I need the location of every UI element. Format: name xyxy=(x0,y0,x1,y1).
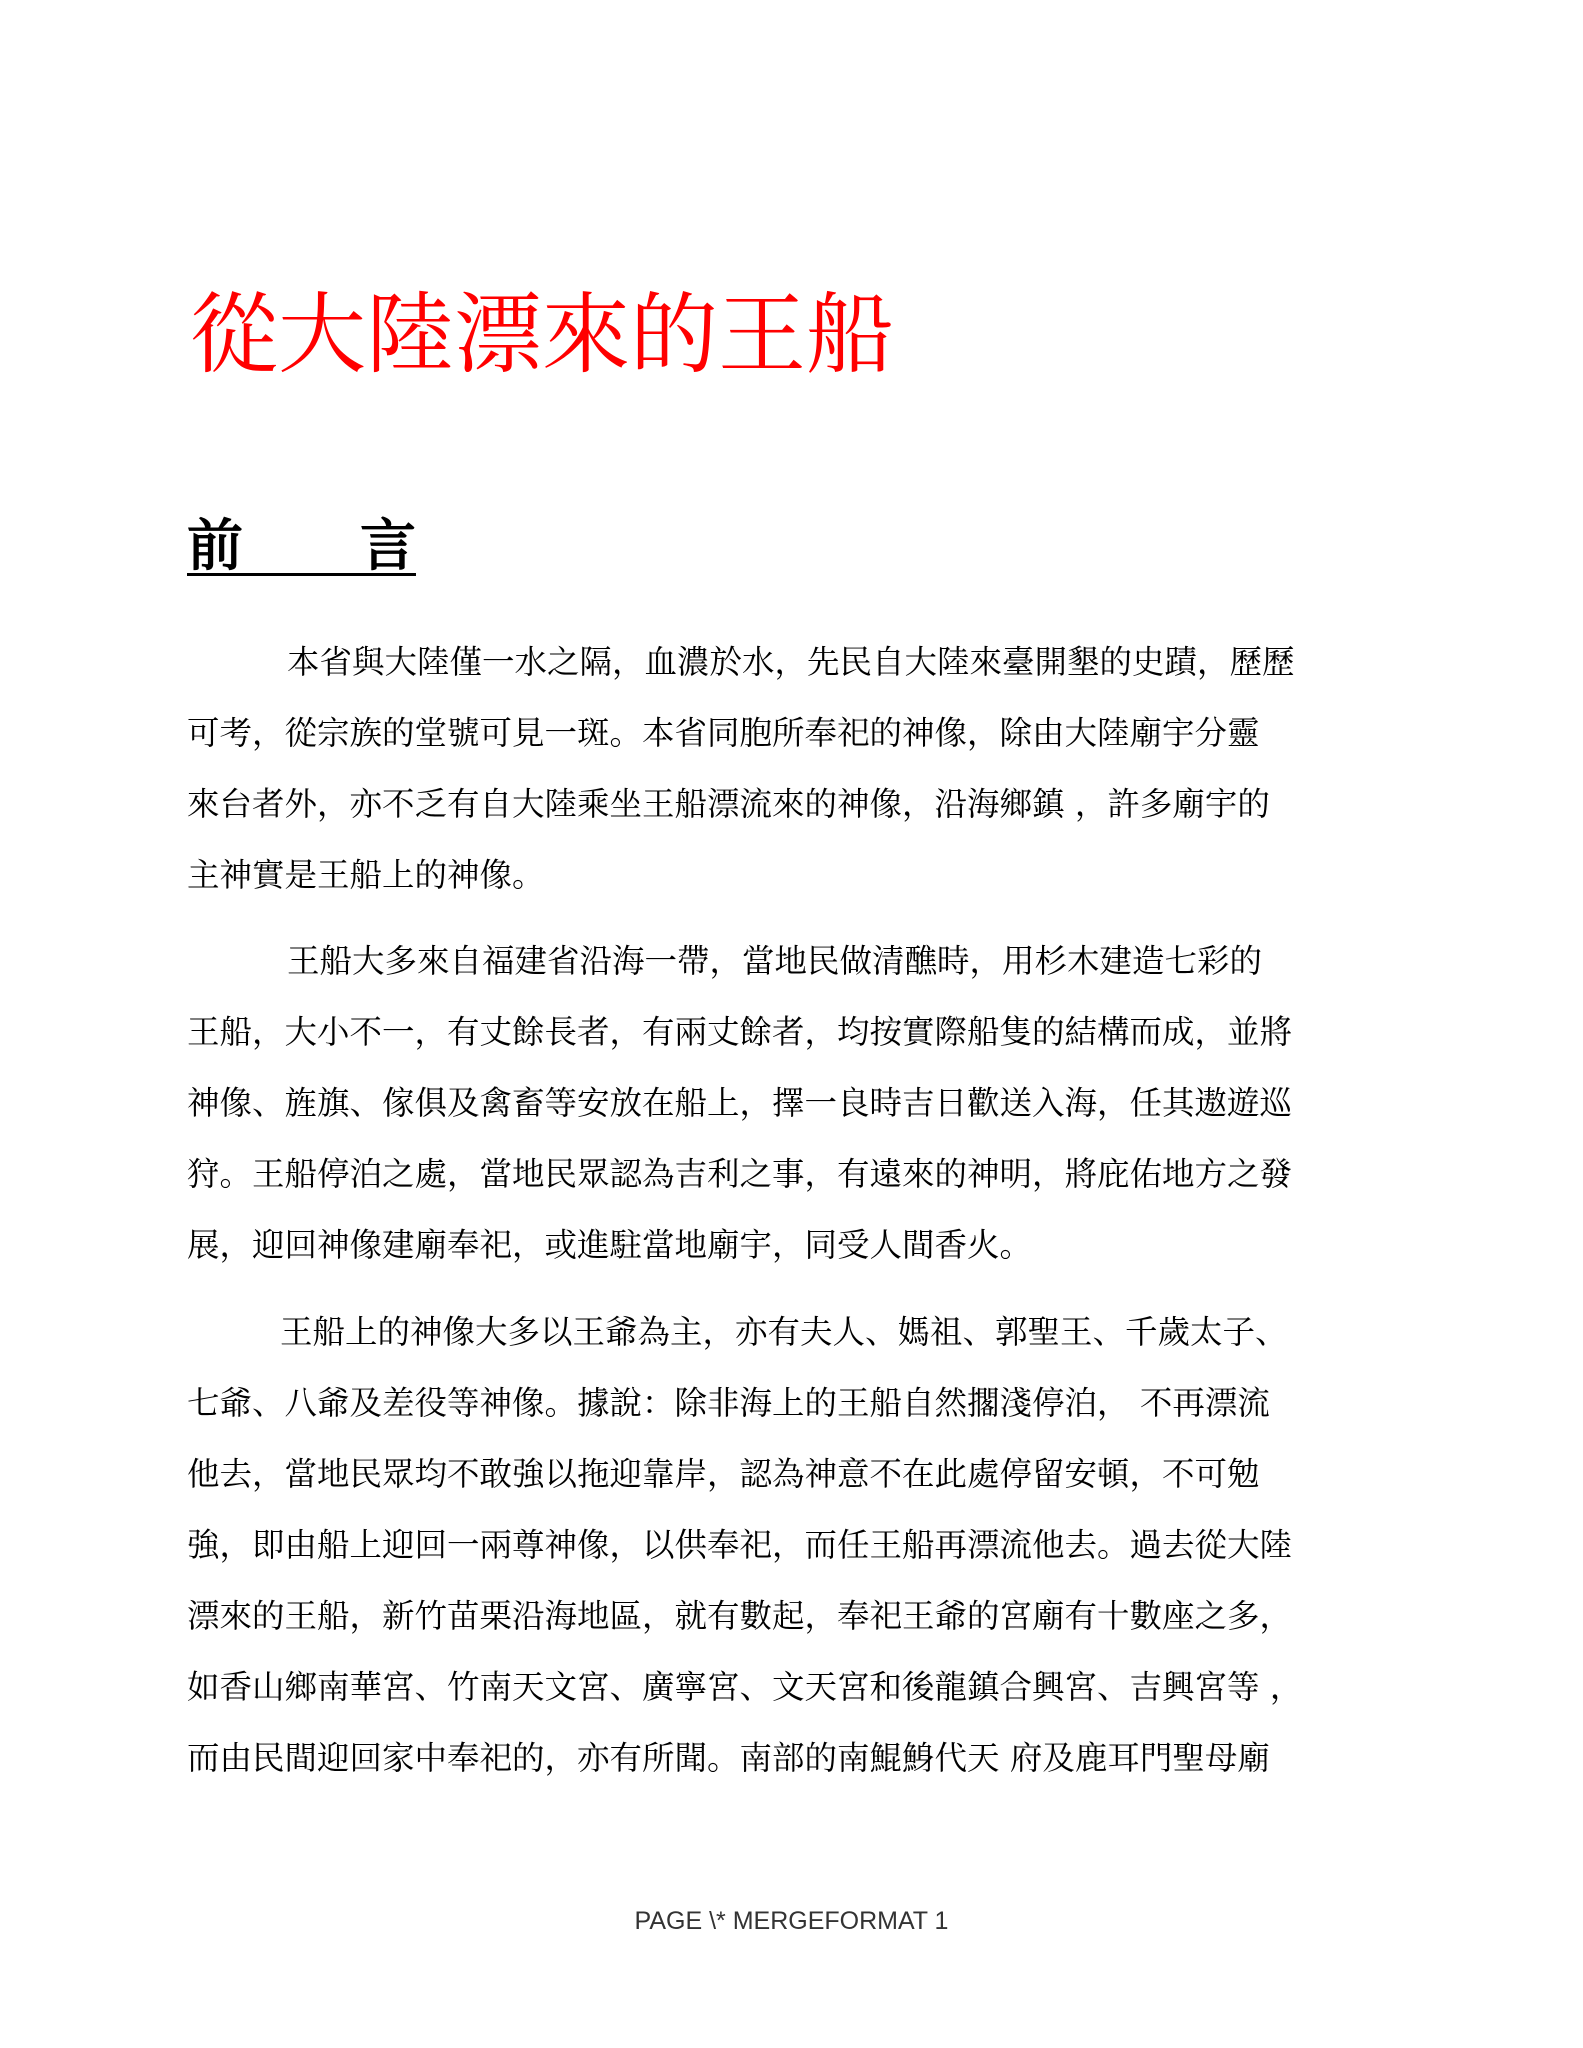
paragraph-line: 強，即由船上迎回一兩尊神像，以供奉祀，而任王船再漂流他去。過去從大陸 xyxy=(187,1526,1293,1564)
paragraph-line: 展，迎回神像建廟奉祀，或進駐當地廟宇，同受人間香火。 xyxy=(187,1226,1033,1264)
paragraph-line: 本省與大陸僅一水之隔，血濃於水，先民自大陸來臺開墾的史蹟，歷歷 xyxy=(287,643,1295,681)
page-footer: PAGE \* MERGEFORMAT 1 xyxy=(634,1907,949,1935)
paragraph-line: 主神實是王船上的神像。 xyxy=(187,856,545,894)
paragraph-line: 神像、旌旗、傢俱及禽畜等安放在船上，擇一良時吉日歡送入海，任其遨遊巡 xyxy=(187,1084,1293,1122)
paragraph-line: 七爺、八爺及差役等神像。據說：除非海上的王船自然擱淺停泊， 不再漂流 xyxy=(187,1384,1270,1422)
paragraph-line: 來台者外，亦不乏有自大陸乘坐王船漂流來的神像，沿海鄉鎮 ，許多廟宇的 xyxy=(187,785,1270,823)
paragraph-line: 如香山鄉南華宮、竹南天文宮、廣寧宮、文天宮和後龍鎮合興宮、吉興宮等 ， xyxy=(187,1668,1303,1706)
document-title: 從大陸漂來的王船 xyxy=(190,283,895,386)
section-heading-preface: 前 言 xyxy=(187,514,416,579)
paragraph-line: 王船大多來自福建省沿海一帶，當地民做清醮時，用杉木建造七彩的 xyxy=(287,942,1263,980)
paragraph-line: 可考，從宗族的堂號可見一斑。本省同胞所奉祀的神像，除由大陸廟宇分靈 xyxy=(187,714,1260,752)
paragraph-line: 他去，當地民眾均不敢強以拖迎靠岸，認為神意不在此處停留安頓，不可勉 xyxy=(187,1455,1260,1493)
paragraph-line: 漂來的王船，新竹苗栗沿海地區，就有數起，奉祀王爺的宮廟有十數座之多， xyxy=(187,1597,1293,1635)
paragraph-line: 王船，大小不一，有丈餘長者，有兩丈餘者，均按實際船隻的結構而成，並將 xyxy=(187,1013,1293,1051)
paragraph-line: 狩。王船停泊之處，當地民眾認為吉利之事，有遠來的神明，將庇佑地方之發 xyxy=(187,1155,1293,1193)
paragraph-line: 而由民間迎回家中奉祀的，亦有所聞。南部的南鯤鯓代天 府及鹿耳門聖母廟 xyxy=(187,1739,1270,1777)
paragraph-line: 王船上的神像大多以王爺為主，亦有夫人、媽祖、郭聖王、千歲太子、 xyxy=(280,1313,1288,1351)
